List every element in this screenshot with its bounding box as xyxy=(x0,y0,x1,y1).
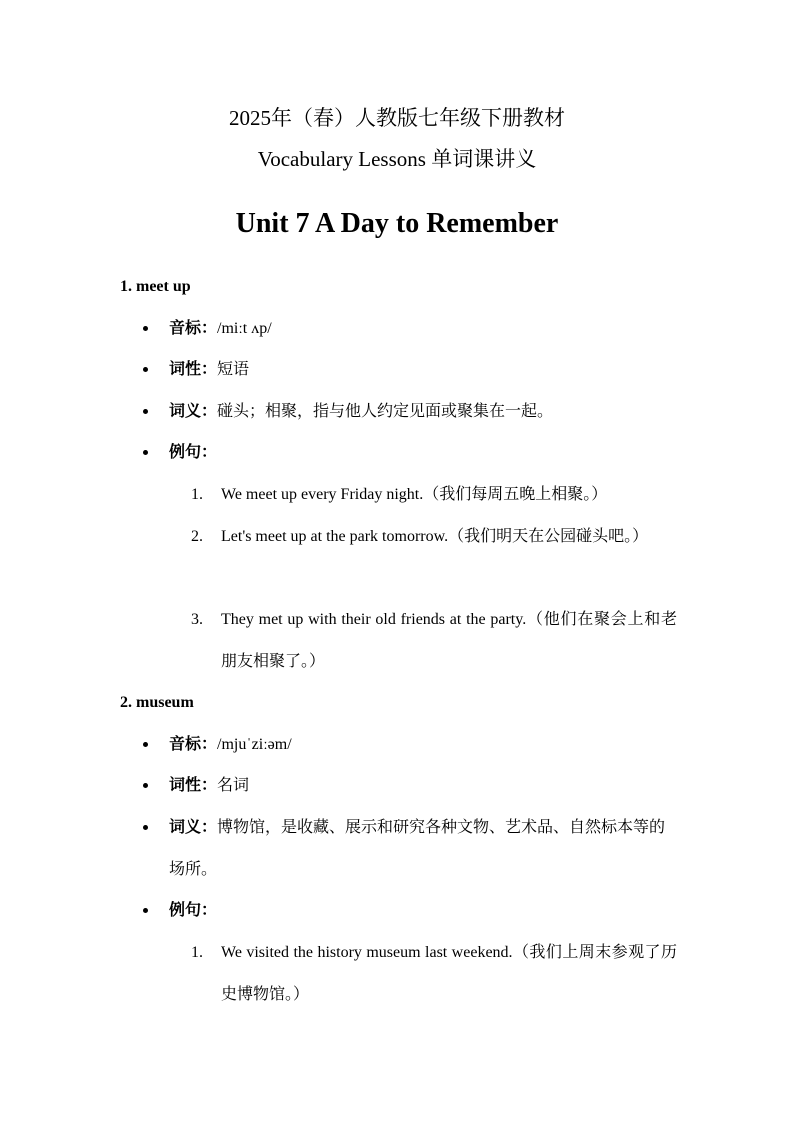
phonetic-label: 音标： xyxy=(169,736,218,753)
pos-value: 短语 xyxy=(217,361,250,378)
bullet-icon xyxy=(143,825,148,830)
word-heading: 1. meet up xyxy=(120,278,191,295)
example-text: Let's meet up at the park tomorrow.（我们明天在公园碰头吧。） xyxy=(221,528,649,545)
example-number: 1. xyxy=(191,486,203,503)
examples-label: 例句： xyxy=(169,902,218,919)
bullet-icon xyxy=(143,409,148,414)
example-number: 1. xyxy=(191,944,203,961)
phonetic-label: 音标： xyxy=(169,320,218,337)
meaning-label: 词义： xyxy=(169,819,218,836)
example-number: 2. xyxy=(191,528,203,545)
examples-label: 例句： xyxy=(169,444,218,461)
word-heading: 2. museum xyxy=(120,694,194,711)
meaning-value: 博物馆，是收藏、展示和研究各种文物、艺术品、自然标本等的场所。 xyxy=(169,819,666,878)
bullet-icon xyxy=(143,367,148,372)
phonetic-value: /mjuˈziːəm/ xyxy=(217,736,292,753)
document-title: 2025年（春）人教版七年级下册教材 xyxy=(229,106,565,130)
pos-label: 词性： xyxy=(169,361,218,378)
bullet-icon xyxy=(143,742,148,747)
unit-title: Unit 7 A Day to Remember xyxy=(235,208,559,239)
example-text: They met up with their old friends at the party.（他们在聚会上和老朋友相聚了。） xyxy=(221,611,677,670)
bullet-icon xyxy=(143,450,148,455)
example-text: We meet up every Friday night.（我们每周五晚上相聚。） xyxy=(221,486,608,503)
phonetic-value: /miːt ʌp/ xyxy=(217,320,272,337)
bullet-icon xyxy=(143,908,148,913)
bullet-icon xyxy=(143,783,148,788)
example-text: We visited the history museum last weekend.（我们上周末参观了历史博物馆。） xyxy=(221,944,677,1003)
pos-label: 词性： xyxy=(169,777,218,794)
bullet-icon xyxy=(143,326,148,331)
meaning-label: 词义： xyxy=(169,403,218,420)
example-number: 3. xyxy=(191,611,203,628)
meaning-value: 碰头；相聚，指与他人约定见面或聚集在一起。 xyxy=(217,403,554,420)
document-subtitle: Vocabulary Lessons 单词课讲义 xyxy=(257,147,537,171)
pos-value: 名词 xyxy=(217,777,250,794)
